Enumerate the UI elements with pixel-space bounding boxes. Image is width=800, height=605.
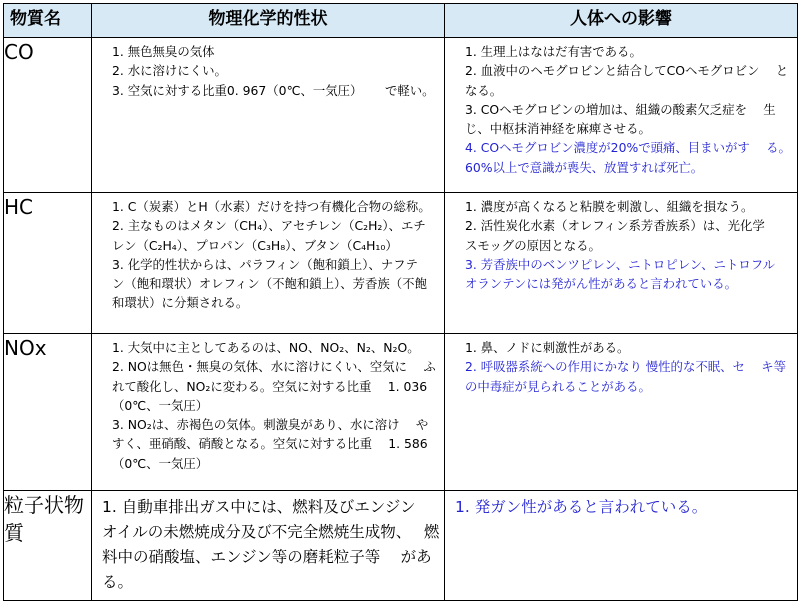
list-item: 1. 生理上はなはだ有害である。 xyxy=(465,44,642,59)
properties-cell xyxy=(92,38,445,193)
list-item: 2. 水に溶けにくい。 xyxy=(112,63,227,79)
list-item: 2. 血液中のヘモグロビンと結合してCOヘモグロビン となる。 xyxy=(465,63,789,98)
properties-list xyxy=(92,197,444,313)
list-item: 1. C（炭素）とH（水素）だけを持つ有機化合物の総称。 xyxy=(112,199,431,214)
list-item: 1. 無色無臭の気体 xyxy=(112,44,215,59)
properties-list xyxy=(92,42,444,100)
list-item-highlighted: 2. 呼吸器系統への作用にかなり 慢性的な不眠、セ キ等の中毒症が見られることがある。 xyxy=(465,359,787,394)
list-item: 1. 濃度が高くなると粘膜を刺激し、組織を損なう。 xyxy=(465,199,754,214)
properties-list xyxy=(92,495,444,595)
header-effects: 人体への影響 xyxy=(445,4,798,38)
effects-list xyxy=(445,338,797,396)
effects-cell xyxy=(445,38,798,193)
header-properties: 物理化学的性状 xyxy=(92,4,445,38)
table-row-nox xyxy=(4,334,798,491)
substance-name: CO xyxy=(4,38,92,193)
list-item: 3. COヘモグロビンの増加は、組織の酸素欠乏症を 生じ、中枢抹消神経を麻痺させる。 xyxy=(465,101,776,137)
list-item-highlighted: 1. 発ガン性があると言われている。 xyxy=(455,498,708,516)
properties-cell xyxy=(92,491,445,601)
substance-name: NOx xyxy=(4,334,92,491)
effects-cell xyxy=(445,193,798,334)
list-item: 1. 自動車排出ガス中には、燃料及びエンジン オイルの未燃焼成分及び不完全燃焼生成物、 燃料中の硝酸塩、エンジン等の磨耗粒子等 がある。 xyxy=(102,498,440,591)
substance-name: 粒子状物質 xyxy=(4,491,92,601)
table-row-hc xyxy=(4,193,798,334)
properties-cell xyxy=(92,193,445,334)
table-row-co xyxy=(4,38,798,193)
substance-name: HC xyxy=(4,193,92,334)
list-item: 3. 化学的性状からは、パラフィン（飽和鎖上）、ナフテ ン（飽和環状）オレフィン（不飽和鎖上）、芳香族（不飽 和環状）に分類される。 xyxy=(112,256,444,311)
header-row xyxy=(4,4,798,38)
list-item: 3. 空気に対する比重0. 967（0℃、一気圧） で軽い。 xyxy=(112,82,435,98)
list-item: 2. 活性炭化水素（オレフィン系芳香族系）は、光化学 スモッグの原因となる。 xyxy=(465,218,782,253)
list-item: 1. 鼻、ノドに刺激性がある。 xyxy=(465,340,630,355)
properties-cell xyxy=(92,334,445,491)
list-item: 2. NOは無色・無臭の気体、水に溶けにくい、空気に ふれて酸化し、NO₂に変わる。空気に対する比重 1. 036 （0℃、一気圧） xyxy=(112,359,436,413)
effects-cell xyxy=(445,334,798,491)
effects-list xyxy=(445,42,797,177)
list-item: 1. 大気中に主としてあるのは、NO、NO₂、N₂、N₂O。 xyxy=(112,340,420,355)
effects-list xyxy=(445,197,797,293)
list-item: 3. NO₂は、赤褐色の気体。刺激臭があり、水に溶け やすく、亜硝酸、硝酸となる。空気に対する比重 1. 586 （0℃、一気圧） xyxy=(112,417,429,471)
header-substance-name: 物質名 xyxy=(4,4,92,38)
list-item: 2. 主なものはメタン（CH₄）、アセチレン（C₂H₂）、エチ レン（C₂H₄）、プロパン（C₃H₈）、ブタン（C₄H₁₀） xyxy=(112,218,443,253)
effects-list xyxy=(445,495,797,520)
substance-table xyxy=(3,3,798,601)
list-item-highlighted: 4. COヘモグロビン濃度が20%で頭痛、目まいがす る。60%以上で意識が喪失、放置すれば死亡。 xyxy=(465,140,791,175)
table-row-particulate xyxy=(4,491,798,601)
properties-list xyxy=(92,338,444,473)
list-item-highlighted: 3. 芳香族中のベンツピレン、ニトロピレン、ニトロフル オランテンには発がん性があると言われている。 xyxy=(465,256,792,292)
effects-cell xyxy=(445,491,798,601)
